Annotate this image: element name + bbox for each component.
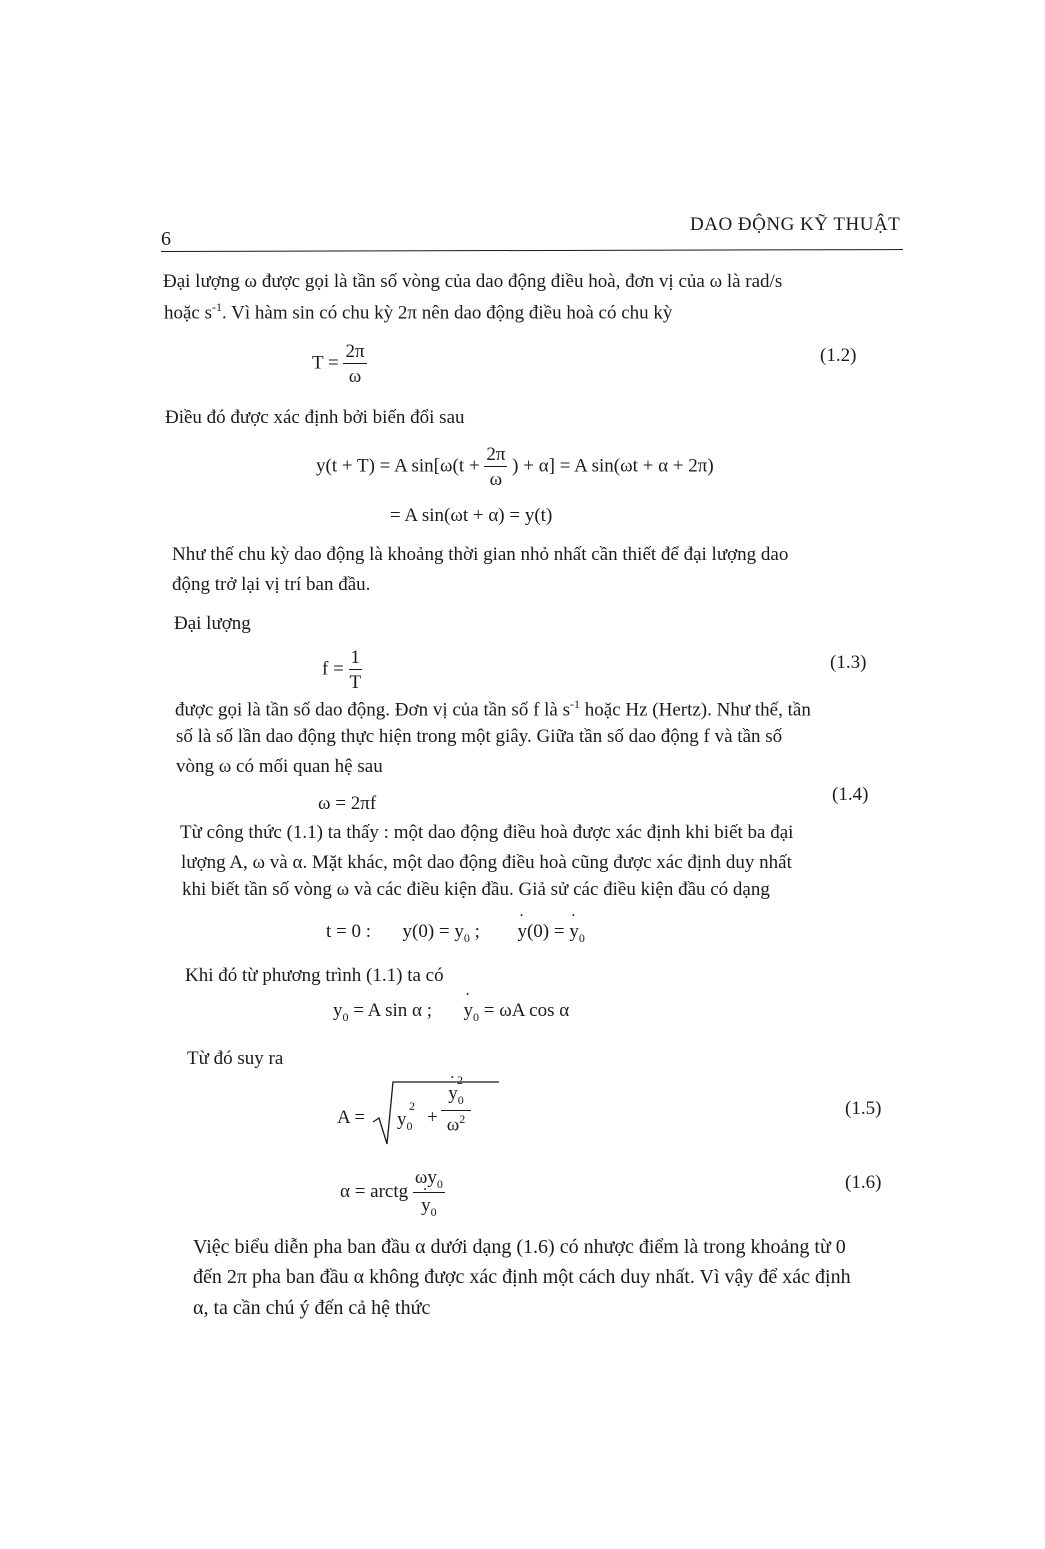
paragraph-3-line-2: động trở lại vị trí ban đầu. xyxy=(172,574,371,595)
eq-lhs: f = xyxy=(322,658,344,680)
equation-number-1-5: (1.5) xyxy=(845,1098,882,1119)
superscript: -1 xyxy=(570,697,581,711)
paragraph-6-line-3: khi biết tần số vòng ω và các điều kiện đầu. Giả sử các điều kiện đầu có dạng xyxy=(182,879,770,900)
dotted-y: ˙ y xyxy=(421,1196,431,1215)
eq-part: = ωA cos α xyxy=(479,1000,570,1021)
denominator: T xyxy=(349,672,362,693)
header-rule xyxy=(161,249,903,252)
dotted-y: ˙ y xyxy=(569,922,579,941)
subscript: 0 xyxy=(436,1176,443,1191)
eq-part: ; xyxy=(469,921,480,942)
eq-lhs: A = xyxy=(337,1107,366,1128)
text-segment: được gọi là tần số dao động. Đơn vị của tần số f là s xyxy=(175,699,571,721)
denominator: ω xyxy=(446,1114,460,1136)
eq-part: = A sin α ; xyxy=(348,1000,432,1021)
eq-part: ) + α] = A sin(ωt + α + 2π) xyxy=(512,455,714,477)
text-segment: hoặc s xyxy=(164,302,213,324)
plus-sign: + xyxy=(427,1107,438,1128)
paragraph-1-line-1: Đại lượng ω được gọi là tần số vòng của dao động điều hoà, đơn vị của ω là rad/s xyxy=(163,271,783,292)
eq-part: y(t + T) = A sin[ω(t + xyxy=(316,455,480,477)
subscript: 0 xyxy=(406,1118,413,1133)
equation-number-1-6: (1.6) xyxy=(845,1172,882,1193)
equation-number-1-4: (1.4) xyxy=(832,784,869,805)
transform-line-1 xyxy=(316,445,714,489)
paragraph-5-line-2: số là số lần dao động thực hiện trong một giây. Giữa tần số dao động f và tần số xyxy=(176,726,783,747)
subscript: 0 xyxy=(578,930,585,945)
eq-lhs: α = arctg xyxy=(340,1181,409,1203)
paragraph-8: Từ đó suy ra xyxy=(187,1048,284,1069)
relations xyxy=(333,1001,569,1023)
paragraph-3-line-1: Như thế chu kỳ dao động là khoảng thời gian nhỏ nhất cần thiết để đại lượng dao xyxy=(172,544,789,565)
equation-number-1-3: (1.3) xyxy=(830,652,867,673)
numerator: 2π xyxy=(345,341,365,362)
equation-1-4: ω = 2πf xyxy=(318,793,377,814)
numerator: 1 xyxy=(350,647,361,668)
fraction xyxy=(349,648,363,692)
eq-part: y xyxy=(333,1000,343,1021)
radicand-y-sup: 2 xyxy=(409,1099,415,1113)
paragraph-5-line-3: vòng ω có mối quan hệ sau xyxy=(176,756,383,777)
paragraph-5-line-1 xyxy=(175,698,811,719)
paragraph-2: Điều đó được xác định bởi biến đổi sau xyxy=(165,407,465,428)
subscript: 0 xyxy=(430,1204,437,1219)
paragraph-9-line-1: Việc biểu diễn pha ban đầu α dưới dạng (1.6) có nhược điểm là trong khoảng từ 0 xyxy=(193,1236,846,1258)
numerator: 2π xyxy=(486,444,506,465)
paragraph-6-line-2: lượng A, ω và α. Mặt khác, một dao động điều hoà cũng được xác định duy nhất xyxy=(181,852,792,873)
paragraph-9-line-2: đến 2π pha ban đầu α không được xác định một cách duy nhất. Vì vậy để xác định xyxy=(193,1266,851,1288)
numerator: $\omega y_0$ xyxy=(414,1167,443,1191)
fraction xyxy=(484,445,507,489)
paragraph-6-line-1: Từ công thức (1.1) ta thấy : một dao động điều hoà được xác định khi biết ba đại xyxy=(180,822,794,843)
fraction xyxy=(413,1168,445,1218)
fraction xyxy=(343,342,366,386)
page-number: 6 xyxy=(161,228,171,250)
running-title: DAO ĐỘNG KỸ THUẬT xyxy=(690,214,901,235)
denominator xyxy=(413,1193,445,1218)
subscript: 0 xyxy=(457,1092,464,1107)
subscript: 0 xyxy=(473,1009,479,1024)
denominator: ω xyxy=(489,469,503,490)
text-segment: . Vì hàm sin có chu kỳ 2π nên dao động điều hoà có chu kỳ xyxy=(222,302,673,324)
equation-1-3 xyxy=(322,648,362,692)
dotted-y: ˙ y xyxy=(464,1001,474,1020)
equation-1-5 xyxy=(337,1073,497,1148)
dotted-y: ˙ y xyxy=(448,1084,458,1103)
subscript: 0 xyxy=(342,1009,349,1024)
eq-part: y(0) = y xyxy=(402,921,464,942)
radicand-y: $y_0$ xyxy=(397,1109,413,1133)
numerator-sup: 2 xyxy=(457,1073,463,1087)
eq-part: (0) = xyxy=(526,921,570,942)
paragraph-9-line-3: α, ta cần chú ý đến cả hệ thức xyxy=(193,1297,431,1319)
equation-1-6 xyxy=(340,1168,445,1218)
superscript: 2 xyxy=(459,1112,466,1126)
dotted-y: ˙ y xyxy=(517,922,527,941)
paragraph-4: Đại lượng xyxy=(174,613,251,634)
text-segment: hoặc Hz (Hertz). Như thế, tần xyxy=(580,699,811,721)
denominator: ω xyxy=(348,366,362,387)
equation-1-2 xyxy=(312,342,367,386)
subscript: 0 xyxy=(463,930,470,945)
initial-conditions xyxy=(326,922,585,944)
superscript: -1 xyxy=(212,300,223,314)
fraction xyxy=(441,1073,471,1136)
equation-number-1-2: (1.2) xyxy=(820,345,857,366)
transform-line-2: = A sin(ωt + α) = y(t) xyxy=(390,505,553,526)
paragraph-7: Khi đó từ phương trình (1.1) ta có xyxy=(185,965,444,986)
eq-part: t = 0 : xyxy=(326,921,372,942)
eq-lhs: T = xyxy=(312,352,339,374)
paragraph-1-line-2 xyxy=(164,301,672,322)
